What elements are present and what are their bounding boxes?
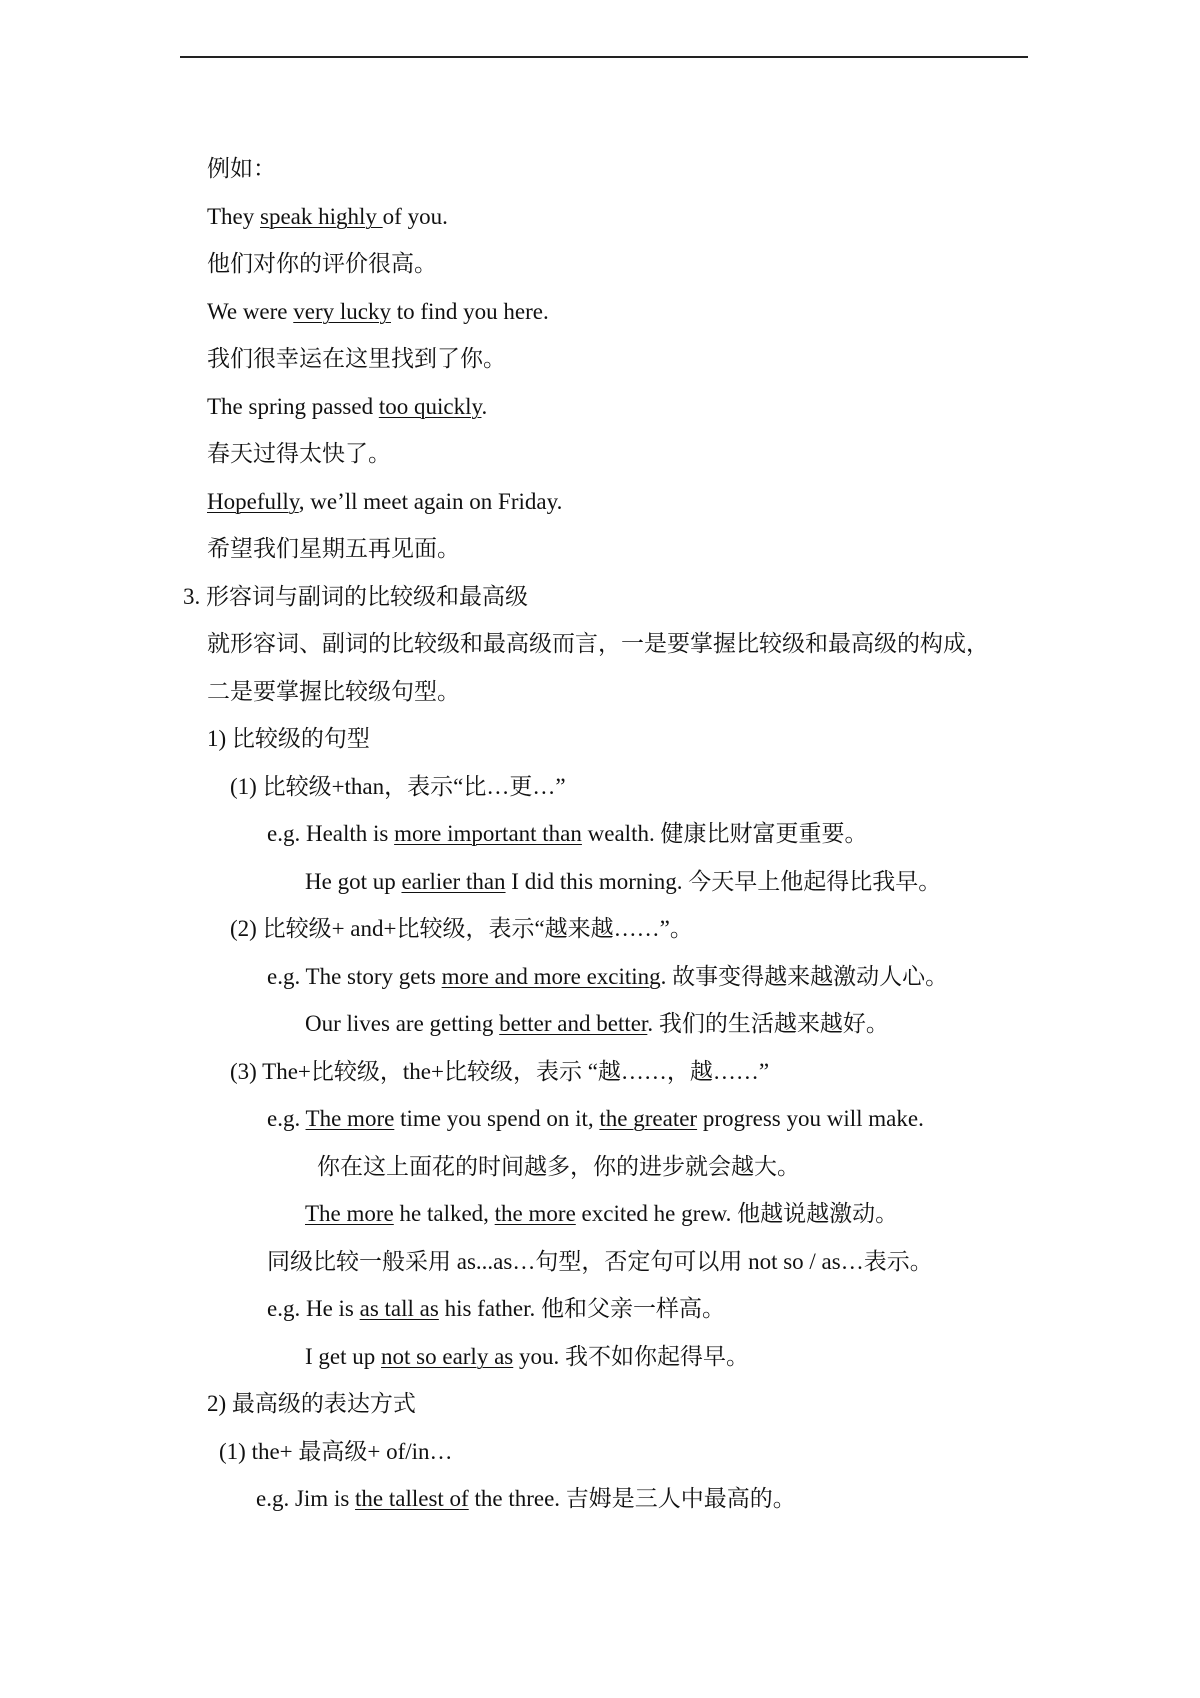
text-segment: 春天过得太快了。 xyxy=(207,441,391,466)
pattern-3-example-1 xyxy=(267,1104,924,1134)
sentence-4-chinese xyxy=(207,534,460,564)
text-segment: He got up xyxy=(305,869,402,894)
as-as-example-2 xyxy=(305,1342,749,1372)
pattern-1-rule xyxy=(230,772,566,802)
subsection-1-heading xyxy=(207,724,370,754)
text-segment: 1) 比较级的句型 xyxy=(207,726,370,751)
text-segment: the three. 吉姆是三人中最高的。 xyxy=(468,1486,796,1511)
text-segment: (1) the+ 最高级+ of/in… xyxy=(219,1439,453,1464)
underlined-phrase: better and better xyxy=(499,1011,648,1036)
text-segment: They xyxy=(207,204,261,229)
text-segment: . 故事变得越来越激动人心。 xyxy=(660,964,949,989)
text-segment: , we’ll meet again on Friday. xyxy=(298,489,563,514)
section-3-heading xyxy=(183,582,528,612)
superlative-1-rule xyxy=(219,1437,453,1467)
underlined-phrase: more and more exciting xyxy=(441,964,661,989)
text-segment: The spring passed xyxy=(207,394,379,419)
text-segment: I get up xyxy=(305,1344,382,1369)
sentence-1-chinese xyxy=(207,249,437,279)
underlined-phrase: as tall as xyxy=(359,1296,439,1321)
underlined-phrase: speak highly xyxy=(260,204,383,229)
section-3-intro-line-2 xyxy=(207,677,460,707)
text-segment: you. 我不如你起得早。 xyxy=(513,1344,749,1369)
text-segment: 3. 形容词与副词的比较级和最高级 xyxy=(183,584,528,609)
text-segment: . xyxy=(481,394,488,419)
sentence-4-english xyxy=(207,487,562,517)
pattern-3-example-2 xyxy=(305,1199,898,1229)
underlined-phrase: more important than xyxy=(394,821,582,846)
underlined-phrase: The more xyxy=(305,1201,394,1226)
underlined-phrase: too quickly xyxy=(378,394,482,419)
text-segment: he talked, xyxy=(393,1201,495,1226)
superlative-1-example-1 xyxy=(256,1484,796,1514)
text-segment: 就形容词、副词的比较级和最高级而言，一是要掌握比较级和最高级的构成， xyxy=(207,631,989,656)
text-segment: time you spend on it, xyxy=(394,1106,600,1131)
section-3-intro-line-1 xyxy=(207,629,989,659)
text-segment: to find you here. xyxy=(390,299,549,324)
underlined-phrase: not so early as xyxy=(381,1344,514,1369)
underlined-phrase: Hopefully xyxy=(207,489,299,514)
sentence-1-english xyxy=(207,202,448,232)
text-segment: his father. 他和父亲一样高。 xyxy=(438,1296,726,1321)
underlined-phrase: very lucky xyxy=(293,299,391,324)
text-segment: excited he grew. 他越说越激动。 xyxy=(575,1201,899,1226)
text-segment: e.g. Health is xyxy=(267,821,395,846)
text-segment: I did this morning. 今天早上他起得比我早。 xyxy=(505,869,942,894)
sentence-2-english xyxy=(207,297,549,327)
underlined-phrase: the greater xyxy=(599,1106,698,1131)
pattern-2-example-1 xyxy=(267,962,948,992)
example-label xyxy=(207,154,276,184)
text-segment: We were xyxy=(207,299,294,324)
text-segment: (2) 比较级+ and+比较级，表示“越来越……”。 xyxy=(230,916,693,941)
text-segment: e.g. xyxy=(267,1106,306,1131)
text-segment: 希望我们星期五再见面。 xyxy=(207,536,460,561)
text-segment: . 我们的生活越来越好。 xyxy=(647,1011,889,1036)
pattern-1-example-2 xyxy=(305,867,941,897)
text-segment: e.g. Jim is xyxy=(256,1486,356,1511)
subsection-2-heading xyxy=(207,1389,416,1419)
text-segment: (1) 比较级+than，表示“比…更…” xyxy=(230,774,566,799)
underlined-phrase: the tallest of xyxy=(355,1486,469,1511)
text-segment: 你在这上面花的时间越多，你的进步就会越大。 xyxy=(317,1154,800,1179)
text-segment: wealth. 健康比财富更重要。 xyxy=(581,821,868,846)
text-segment: 他们对你的评价很高。 xyxy=(207,251,437,276)
sentence-3-english xyxy=(207,392,487,422)
text-segment: 2) 最高级的表达方式 xyxy=(207,1391,416,1416)
header-rule xyxy=(180,56,1028,58)
as-as-example-1 xyxy=(267,1294,725,1324)
underlined-phrase: earlier than xyxy=(401,869,506,894)
text-segment: 我们很幸运在这里找到了你。 xyxy=(207,346,506,371)
text-segment: progress you will make. xyxy=(697,1106,924,1131)
pattern-3-rule xyxy=(230,1057,769,1087)
text-segment: 同级比较一般采用 as...as…句型，否定句可以用 not so / as…表示。 xyxy=(267,1249,933,1274)
underlined-phrase: The more xyxy=(305,1106,395,1131)
pattern-1-example-1 xyxy=(267,819,867,849)
text-segment: e.g. He is xyxy=(267,1296,360,1321)
sentence-2-chinese xyxy=(207,344,506,374)
pattern-2-rule xyxy=(230,914,693,944)
pattern-3-example-1-translation xyxy=(317,1152,800,1182)
pattern-2-example-2 xyxy=(305,1009,889,1039)
text-segment: e.g. The story gets xyxy=(267,964,442,989)
underlined-phrase: the more xyxy=(494,1201,576,1226)
text-segment: Our lives are getting xyxy=(305,1011,500,1036)
text-segment: of you. xyxy=(382,204,448,229)
same-level-comparison-note xyxy=(267,1247,933,1277)
text-segment: 例如： xyxy=(207,156,276,181)
text-segment: (3) The+比较级，the+比较级，表示 “越……，越……” xyxy=(230,1059,770,1084)
sentence-3-chinese xyxy=(207,439,391,469)
text-segment: 二是要掌握比较级句型。 xyxy=(207,679,460,704)
